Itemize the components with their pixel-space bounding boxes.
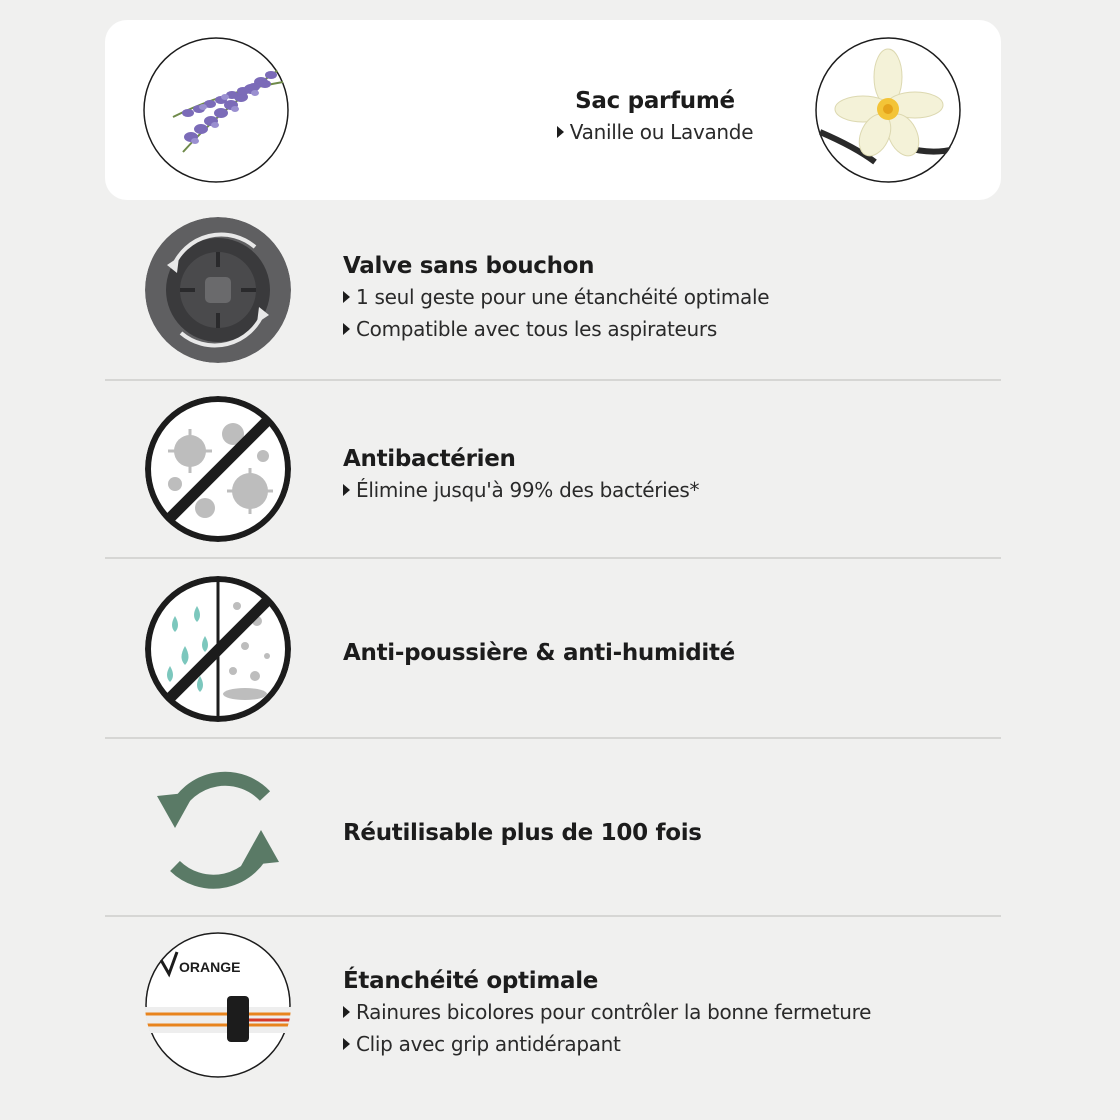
lavender-icon [143,37,289,183]
feature-clip [105,932,1001,1082]
feature-valve [105,217,1001,379]
clip-icon [145,932,291,1078]
bullet-triangle-icon [557,126,564,138]
feature-dust-humidity [105,576,1001,726]
antibacterial-title: Antibactérien [343,446,516,472]
antibacterial-bullet-1: Élimine jusqu'à 99% des bactéries* [343,474,699,506]
scented-bullet: Vanille ou Lavande [405,116,905,148]
bullet-triangle-icon [343,484,350,496]
valve-icon [145,217,291,363]
recycle-icon [145,756,291,902]
antibacterial-text [343,444,699,506]
vanilla-flower-icon [815,37,961,183]
bullet-triangle-icon [343,1038,350,1050]
divider [105,915,1001,917]
divider [105,737,1001,739]
dust-humidity-text [343,638,735,668]
valve-bullet-1: 1 seul geste pour une étanchéité optimale [343,281,769,313]
bullet-triangle-icon [343,323,350,335]
scented-title: Sac parfumé [575,88,735,114]
reusable-title: Réutilisable plus de 100 fois [343,820,702,846]
divider [105,557,1001,559]
antibacterial-icon [145,396,291,542]
scented-card [105,20,1001,200]
dust-humidity-title: Anti-poussière & anti-humidité [343,640,735,666]
valve-text [343,251,769,345]
clip-text [343,966,871,1060]
valve-bullet-2: Compatible avec tous les aspirateurs [343,313,769,345]
clip-bullet-2: Clip avec grip antidérapant [343,1028,871,1060]
bullet-triangle-icon [343,291,350,303]
clip-title: Étanchéité optimale [343,968,599,994]
clip-badge: ORANGE [179,959,241,975]
clip-bullet-1: Rainures bicolores pour contrôler la bonne fermeture [343,996,871,1028]
feature-reusable [105,756,1001,906]
bullet-triangle-icon [343,1006,350,1018]
valve-title: Valve sans bouchon [343,253,595,279]
divider [105,379,1001,381]
feature-antibacterial [105,396,1001,546]
dust-humidity-icon [145,576,291,722]
reusable-text [343,818,702,848]
